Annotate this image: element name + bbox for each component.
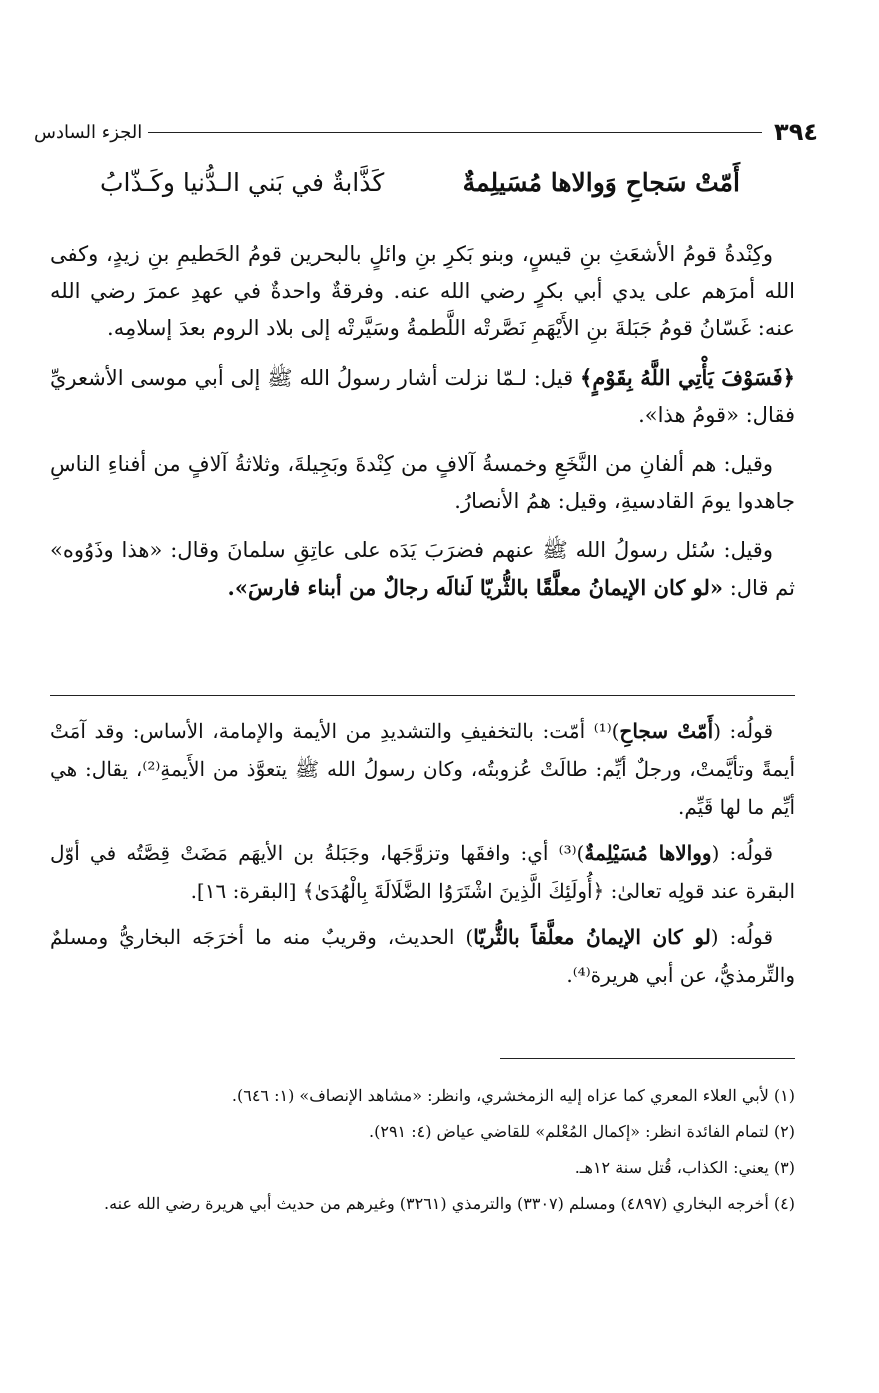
verse-second-hemistich: كَذَّابةٌ في بَني الـدُّنيا وكَـذّابُ (100, 167, 385, 197)
footnote-rule (500, 1058, 795, 1059)
commentary-text: )⁽³⁾ أي: وافقَها وتزوَّجَها، وجَبَلةُ بن الأيهَم مَضَتْ قِصَّتُه في أوّل البقرة عند قولِه تعالىٰ: ﴿أُولَئِكَ الَّذِينَ اشْتَرَوُا الضَّلَالَةَ بِالْهُدَىٰ﴾ [البقرة: ١٦]. (50, 841, 795, 903)
main-paragraph-4 (50, 532, 795, 607)
header-rule (148, 132, 762, 133)
footnote-4: (٤) أخرجه البخاري (٤٨٩٧) ومسلم (٣٣٠٧) والترمذي (٣٢٦١) وغيرهم من حديث أبي هريرة رضي الله عنه. (104, 1194, 795, 1213)
main-paragraph-1: وكِنْدةُ قومُ الأشعَثِ بنِ قيسٍ، وبنو بَكرِ بنِ وائلٍ بالبحرين قومُ الحَطيمِ بنِ زيدٍ، وكفى الله أمرَهم على يدي أبي بكرٍ رضي الله عنه. وفرقةٌ واحدةٌ في عهدِ عمرَ رضي الله عنه: غَسّانُ قومُ جَبَلةَ بنِ الأَيْهَمِ نَصَّرتْه اللَّطمةُ وسَيَّرتْه إلى بلاد الروم بعدَ إسلامِه. (50, 242, 795, 340)
commentary-lead: قولُه: ( (713, 719, 774, 743)
commentary-lemma: لو كان الإيمانُ معلَّقاً بالثُّريّا (473, 925, 711, 949)
commentary-paragraph-2 (50, 834, 795, 910)
running-title: الجزء السادس (34, 121, 143, 143)
commentary-lead: قولُه: ( (710, 925, 774, 949)
footnotes (50, 1078, 795, 1222)
commentary-paragraph-3 (50, 918, 795, 994)
verse-first-hemistich: أَمّتْ سَجاحِ وَوالاها مُسَيلِمةٌ (462, 167, 740, 197)
commentary-text: ) الحديث، وقريبٌ منه ما أخرَجَه البخاريُّ ومسلمٌ والتِّرمذيُّ، عن أبي هريرة⁽⁴⁾. (50, 925, 795, 987)
main-text (50, 236, 795, 619)
hadith-quote: «لو كان الإيمانُ معلَّقًا بالثُّريّا لَنالَه رجالٌ من أبناء فارسَ». (227, 575, 724, 600)
quran-quote: ﴿فَسَوْفَ يَأْتِي اللَّهُ بِقَوْمٍ﴾ (580, 365, 795, 390)
commentary-lead: قولُه: ( (711, 841, 774, 865)
text-divider (50, 695, 795, 696)
footnote-3: (٣) يعني: الكذاب، قُتل سنة ١٢هـ. (574, 1158, 795, 1177)
main-paragraph-2 (50, 359, 795, 434)
commentary-text: )⁽¹⁾ أمّت: بالتخفيفِ والتشديدِ من الأيمة والإمامة، الأساس: وقد آمَتْ أيمةً وتأيَّمتْ، ورجلٌ أيِّم: طالَتْ عُزوبتُه، وكان رسولُ الله ﷺ يتعوَّذ من الأَيمةِ⁽²⁾، يقال: هي أيِّم ما لها قَيِّم. (50, 719, 795, 819)
commentary-lemma: ووالاها مُسَيْلِمةٌ (584, 841, 712, 865)
page-number: ٣٩٤ (774, 118, 818, 146)
footnote-2: (٢) لتمام الفائدة انظر: «إكمال المُعْلم» للقاضي عياض (٤: ٢٩١). (369, 1122, 795, 1141)
main-paragraph-3: وقيل: هم ألفانِ من النَّخَعِ وخمسةُ آلافٍ من كِنْدةَ وبَجِيلةَ، وثلاثةُ آلافٍ من أفناءِ الناسِ جاهدوا يومَ القادسيةِ، وقيل: همُ الأنصارُ. (50, 452, 795, 513)
commentary-paragraph-1 (50, 712, 795, 826)
poem-verse (100, 158, 740, 206)
main-paragraph-2-text: قيل: لـمّا نزلت أشار رسولُ الله ﷺ إلى أبي موسى الأشعريِّ فقال: «قومُ هذا». (50, 366, 795, 427)
commentary-lemma: أَمّتْ سجاحِ (619, 719, 714, 743)
footnote-1: (١) لأبي العلاء المعري كما عزاه إليه الزمخشري، وانظر: «مشاهد الإنصاف» (١: ٦٤٦). (231, 1086, 795, 1105)
main-paragraph-4-text: وقيل: سُئل رسولُ الله ﷺ عنهم فضرَبَ يَدَه على عاتِقِ سلمانَ وقال: «هذا وذَوُوه» ثم قال: (50, 538, 795, 600)
page-header (34, 112, 818, 152)
commentary (50, 712, 795, 1002)
